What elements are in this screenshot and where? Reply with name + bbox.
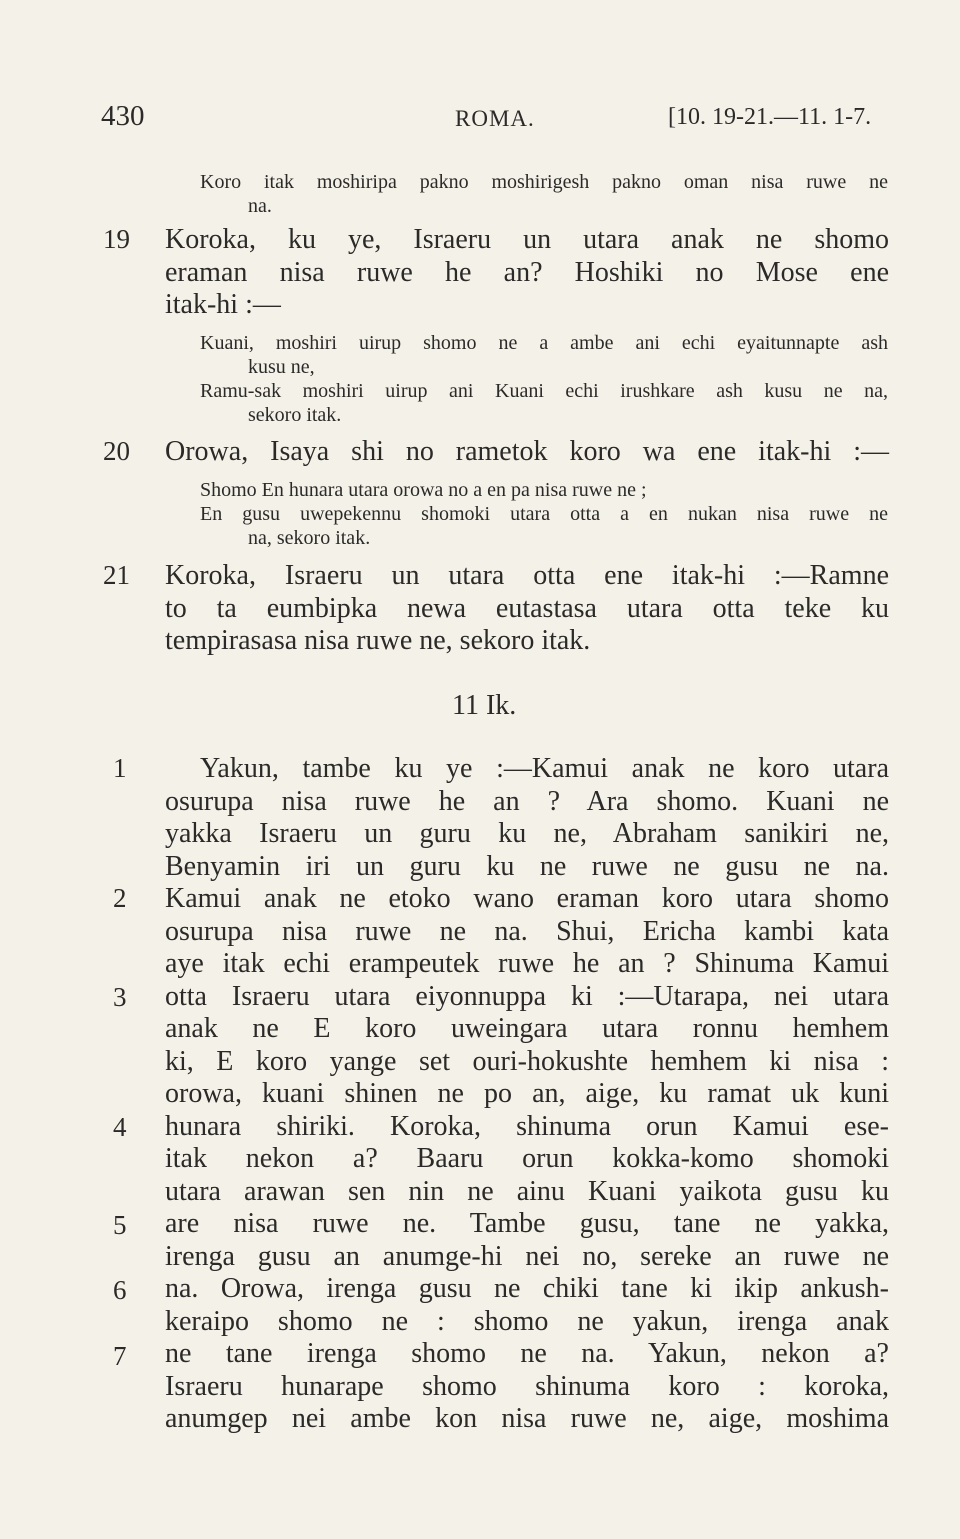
verse-21-text (165, 560, 889, 658)
text-line: na, sekoro itak. (248, 527, 371, 549)
text-line: Koroka, Israeru un utara otta ene itak-hi :—Ramne (165, 560, 889, 591)
text-line: eraman nisa ruwe he an? Hoshiki no Mose ene (165, 256, 889, 288)
text-line: Benyamin iri un guru ku ne ruwe ne gusu ne na. (165, 850, 889, 882)
text-line: na. Orowa, irenga gusu ne chiki tane ki ikip ankush- (165, 1273, 889, 1304)
running-title: ROMA. (455, 106, 535, 131)
text-line: keraipo shomo ne : shomo ne yakun, irenga anak (165, 1305, 889, 1337)
chapter-11-text (165, 753, 889, 1436)
text-line: otta Israeru utara eiyonnuppa ki :—Utarapa, nei utara (165, 980, 889, 1012)
text-line: osurupa nisa ruwe he an ? Ara shomo. Kuani ne (165, 785, 889, 817)
text-line: anumgep nei ambe kon nisa ruwe ne, aige, moshima (165, 1403, 889, 1434)
text-line: ne tane irenga shomo ne na. Yakun, nekon a? (165, 1338, 889, 1369)
text-line: osurupa nisa ruwe ne na. Shui, Ericha kambi kata (165, 915, 889, 947)
quote-continuation (200, 170, 888, 218)
chapter-heading: 11 Ik. (452, 690, 517, 721)
text-line: are nisa ruwe ne. Tambe gusu, tane ne yakka, (165, 1208, 889, 1239)
text-line: itak-hi :— (165, 289, 281, 320)
verse-number: 7 (113, 1341, 127, 1371)
text-line: kusu ne, (248, 356, 315, 378)
text-line: Koro itak moshiripa pakno moshirigesh pakno oman nisa ruwe ne (200, 171, 888, 193)
text-line: irenga gusu an anumge-hi nei no, sereke an ruwe ne (165, 1240, 889, 1272)
text-line: Orowa, Isaya shi no rametok koro wa ene itak-hi :— (165, 436, 889, 467)
text-line: yakka Israeru un guru ku ne, Abraham sanikiri ne, (165, 818, 889, 849)
verse-number: 19 (103, 224, 130, 254)
text-line: Kamui anak ne etoko wano eraman koro utara shomo (165, 883, 889, 914)
text-line: to ta eumbipka newa eutastasa utara otta teke ku (165, 592, 889, 624)
verse-number: 2 (113, 883, 127, 913)
text-line: Shomo En hunara utara orowa no a en pa nisa ruwe ne ; (200, 479, 647, 501)
text-line: sekoro itak. (248, 404, 342, 426)
verse-19-text (165, 224, 889, 322)
verse-number: 5 (113, 1210, 127, 1240)
verse-number: 21 (103, 560, 130, 590)
verse-number: 6 (113, 1275, 127, 1305)
page-number: 430 (101, 100, 145, 132)
text-line: En gusu uwepekennu shomoki utara otta a en nukan nisa ruwe ne (200, 503, 888, 525)
verse-number: 20 (103, 436, 130, 466)
verse-19-quote (200, 331, 888, 427)
text-line: itak nekon a? Baaru orun kokka-komo shomoki (165, 1143, 889, 1174)
text-line: Yakun, tambe ku ye :—Kamui anak ne koro utara (200, 753, 889, 784)
verse-number: 4 (113, 1112, 127, 1142)
verse-20-quote (200, 478, 888, 550)
text-line: Israeru hunarape shomo shinuma koro : koroka, (165, 1370, 889, 1402)
chapter-verse-reference: [10. 19-21.—11. 1-7. (668, 104, 872, 130)
text-line: Ramu-sak moshiri uirup ani Kuani echi irushkare ash kusu ne na, (200, 380, 888, 402)
verse-20-text (165, 436, 889, 469)
text-line: aye itak echi erampeutek ruwe he an ? Shinuma Kamui (165, 948, 889, 979)
text-line: orowa, kuani shinen ne po an, aige, ku ramat uk kuni (165, 1078, 889, 1109)
text-line: hunara shiriki. Koroka, shinuma orun Kamui ese- (165, 1110, 889, 1142)
text-line: Koroka, ku ye, Israeru un utara anak ne shomo (165, 224, 889, 255)
verse-number: 1 (113, 753, 127, 783)
text-line: Kuani, moshiri uirup shomo ne a ambe ani echi eyaitunnapte ash (200, 332, 888, 354)
text-line: ki, E koro yange set ouri-hokushte hemhem ki nisa : (165, 1045, 889, 1077)
text-line: anak ne E koro uweingara utara ronnu hemhem (165, 1013, 889, 1044)
text-line: na. (248, 195, 272, 217)
verse-number: 3 (113, 982, 127, 1012)
text-line: tempirasasa nisa ruwe ne, sekoro itak. (165, 625, 591, 656)
text-line: utara arawan sen nin ne ainu Kuani yaikota gusu ku (165, 1175, 889, 1207)
